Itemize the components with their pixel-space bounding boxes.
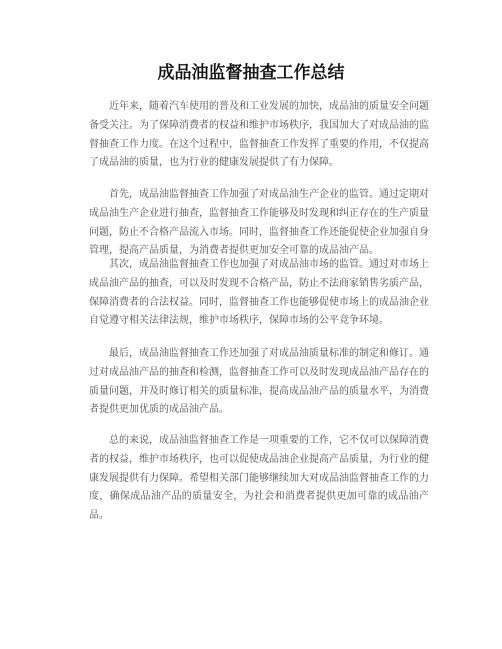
paragraph-market-supervision: 其次，成品油监督抽查工作也加强了对成品油市场的监管。通过对市场上成品油产品的抽查，可以及时发现不合格产品，防止不法商家销售劣质产品，保障消费者的合法权益。同时，监督抽查工作也能够促使市场上的成品油企业自觉遵守相关法律法规，维护市场秩序，保障市场的公平竞争环境。	[89, 259, 429, 327]
document-title: 成品油监督抽查工作总结	[157, 63, 345, 83]
paragraph-intro: 近年来，随着汽车使用的普及和工业发展的加快，成品油的质量安全问题备受关注。为了保障消费者的权益和维护市场秩序，我国加大了对成品油的监督抽查工作力度。在这个过程中，监督抽查工作发挥了重要的作用，不仅提高了成品油的质量，也为行业的健康发展提供了有力保障。	[89, 101, 429, 169]
paragraph-quality-standards: 最后，成品油监督抽查工作还加强了对成品油质量标准的制定和修订。通过对成品油产品的抽查和检测，监督抽查工作可以及时发现成品油产品存在的质量问题，并及时修订相关的质量标准，提高成品油产品的质量水平，为消费者提供更加优质的成品油产品。	[89, 348, 429, 416]
paragraph-production-supervision: 首先，成品油监督抽查工作加强了对成品油生产企业的监管。通过定期对成品油生产企业进行抽查，监督抽查工作能够及时发现和纠正存在的生产质量问题，防止不合格产品流入市场。同时，监督抽查工作还能促使企业加强自身管理，提高产品质量，为消费者提供更加安全可靠的成品油产品。	[89, 189, 429, 257]
paragraph-conclusion: 总的来说，成品油监督抽查工作是一项重要的工作，它不仅可以保障消费者的权益，维护市场秩序，也可以促使成品油企业提高产品质量，为行业的健康发展提供有力保障。希望相关部门能够继续加大对成品油监督抽查工作的力度，确保成品油产品的质量安全，为社会和消费者提供更加可靠的成品油产品。	[89, 435, 429, 522]
